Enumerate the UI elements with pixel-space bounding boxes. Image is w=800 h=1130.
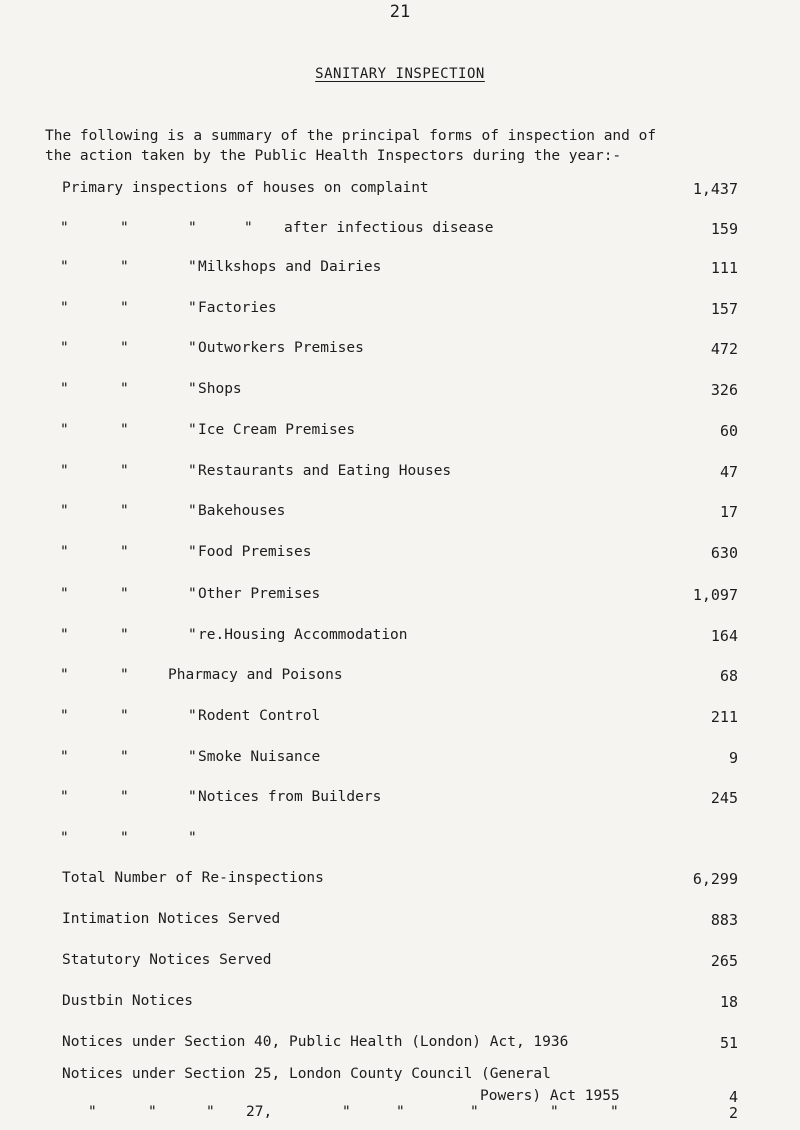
row-value: 1,437 [692,180,738,198]
ditto-mark: " [188,503,197,519]
inspection-row [0,259,800,281]
row-label: Factories [198,300,277,316]
row-value: 4 [728,1088,738,1106]
ditto-mark: " [60,220,69,236]
summary-row [0,911,800,933]
ditto-mark: " [148,1104,157,1120]
row-label-line-1: Notices under Section 25, London County Council (General [62,1066,551,1082]
inspection-row [0,586,800,608]
ditto-mark: " [60,300,69,316]
row-value: 1,097 [692,586,738,604]
inspection-row [0,422,800,444]
row-value: 60 [719,422,738,440]
row-label: Bakehouses [198,503,286,519]
row-value: 18 [719,993,738,1011]
ditto-mark: " [120,749,129,765]
summary-row-section-27 [0,1104,800,1126]
ditto-mark: " [188,749,197,765]
ditto-mark: " [60,830,69,846]
inspection-row [0,708,800,730]
ditto-mark: " [60,503,69,519]
ditto-mark: " [470,1104,479,1120]
row-label: Food Premises [198,544,312,560]
inspection-row-primary [0,180,800,202]
ditto-mark: " [550,1104,559,1120]
ditto-mark: " [188,586,197,602]
ditto-mark: " [120,667,129,683]
row-label-line-2: Powers) Act 1955 [480,1088,620,1104]
ditto-mark: " [120,340,129,356]
row-label: Smoke Nuisance [198,749,321,765]
inspection-row [0,381,800,403]
row-value: 630 [710,544,738,562]
row-label: Shops [198,381,242,397]
ditto-mark: " [60,586,69,602]
ditto-mark: " [188,463,197,479]
row-value: 47 [719,463,738,481]
section-number: 27, [246,1104,273,1120]
row-label: Ice Cream Premises [198,422,356,438]
ditto-mark: " [60,749,69,765]
ditto-mark: " [60,627,69,643]
ditto-mark: " [188,789,197,805]
inspection-row [0,340,800,362]
inspection-row [0,220,800,242]
inspection-row [0,300,800,322]
ditto-mark: " [188,220,197,236]
row-value: 245 [710,789,738,807]
row-label: Restaurants and Eating Houses [198,463,452,479]
row-label: Dustbin Notices [62,993,193,1009]
ditto-mark: " [120,789,129,805]
ditto-mark: " [120,830,129,846]
row-label: Milkshops and Dairies [198,259,382,275]
ditto-mark: " [610,1104,619,1120]
ditto-mark: " [120,381,129,397]
summary-row [0,1034,800,1056]
ditto-mark: " [88,1104,97,1120]
row-label: Other Premises [198,586,321,602]
inspection-row [0,789,800,811]
inspection-row [0,544,800,566]
ditto-mark: " [60,381,69,397]
row-label: Total Number of Re-inspections [62,870,324,886]
inspection-row [0,749,800,771]
row-value: 265 [710,952,738,970]
row-label: after infectious disease [284,220,494,236]
inspection-row [0,667,800,689]
row-value: 211 [710,708,738,726]
row-value: 326 [710,381,738,399]
summary-row [0,952,800,974]
row-value: 9 [728,749,738,767]
inspection-row [0,463,800,485]
ditto-mark: " [60,422,69,438]
row-value: 472 [710,340,738,358]
inspection-row [0,627,800,649]
row-label: Pharmacy and Poisons [168,667,343,683]
intro-paragraph [45,126,765,166]
ditto-mark: " [60,544,69,560]
ditto-mark: " [60,463,69,479]
ditto-mark: " [60,667,69,683]
row-label: re.Housing Accommodation [198,627,408,643]
ditto-mark: " [120,627,129,643]
ditto-mark: " [188,830,197,846]
row-value: 51 [719,1034,738,1052]
row-label: Statutory Notices Served [62,952,272,968]
row-value: 2 [728,1104,738,1122]
row-value: 157 [710,300,738,318]
row-label: Notices under Section 40, Public Health (London) Act, 1936 [62,1034,569,1050]
ditto-mark: " [342,1104,351,1120]
row-label: Primary inspections of houses on complaint [62,180,429,196]
row-label: Outworkers Premises [198,340,364,356]
ditto-mark: " [188,300,197,316]
ditto-mark: " [120,544,129,560]
page-title [0,66,800,82]
page-number: 21 [389,2,411,22]
row-value: 6,299 [692,870,738,888]
ditto-mark: " [120,422,129,438]
ditto-mark: " [120,300,129,316]
row-label: Intimation Notices Served [62,911,281,927]
ditto-mark: " [188,627,197,643]
row-value: 111 [710,259,738,277]
row-value: 68 [719,667,738,685]
ditto-mark: " [188,422,197,438]
ditto-mark: " [60,708,69,724]
ditto-mark: " [60,789,69,805]
ditto-mark: " [244,220,253,236]
ditto-mark: " [188,708,197,724]
ditto-mark: " [120,503,129,519]
ditto-mark: " [188,259,197,275]
row-value: 883 [710,911,738,929]
row-value: 17 [719,503,738,521]
inspection-row [0,830,800,852]
row-label: Rodent Control [198,708,321,724]
row-value: 159 [710,220,738,238]
ditto-mark: " [396,1104,405,1120]
summary-row [0,870,800,892]
ditto-mark: " [120,463,129,479]
intro-line-2: the action taken by the Public Health Inspectors during the year:- [45,148,622,164]
ditto-mark: " [120,708,129,724]
ditto-mark: " [120,586,129,602]
title-text: SANITARY INSPECTION [315,66,485,82]
ditto-mark: " [188,381,197,397]
ditto-mark: " [120,220,129,236]
ditto-mark: " [120,259,129,275]
ditto-mark: " [188,340,197,356]
row-label: Notices from Builders [198,789,382,805]
intro-line-1: The following is a summary of the principal forms of inspection and of [45,128,657,144]
ditto-mark: " [60,340,69,356]
ditto-mark: " [60,259,69,275]
summary-row [0,993,800,1015]
row-value: 164 [710,627,738,645]
inspection-row [0,503,800,525]
ditto-mark: " [206,1104,215,1120]
ditto-mark: " [188,544,197,560]
